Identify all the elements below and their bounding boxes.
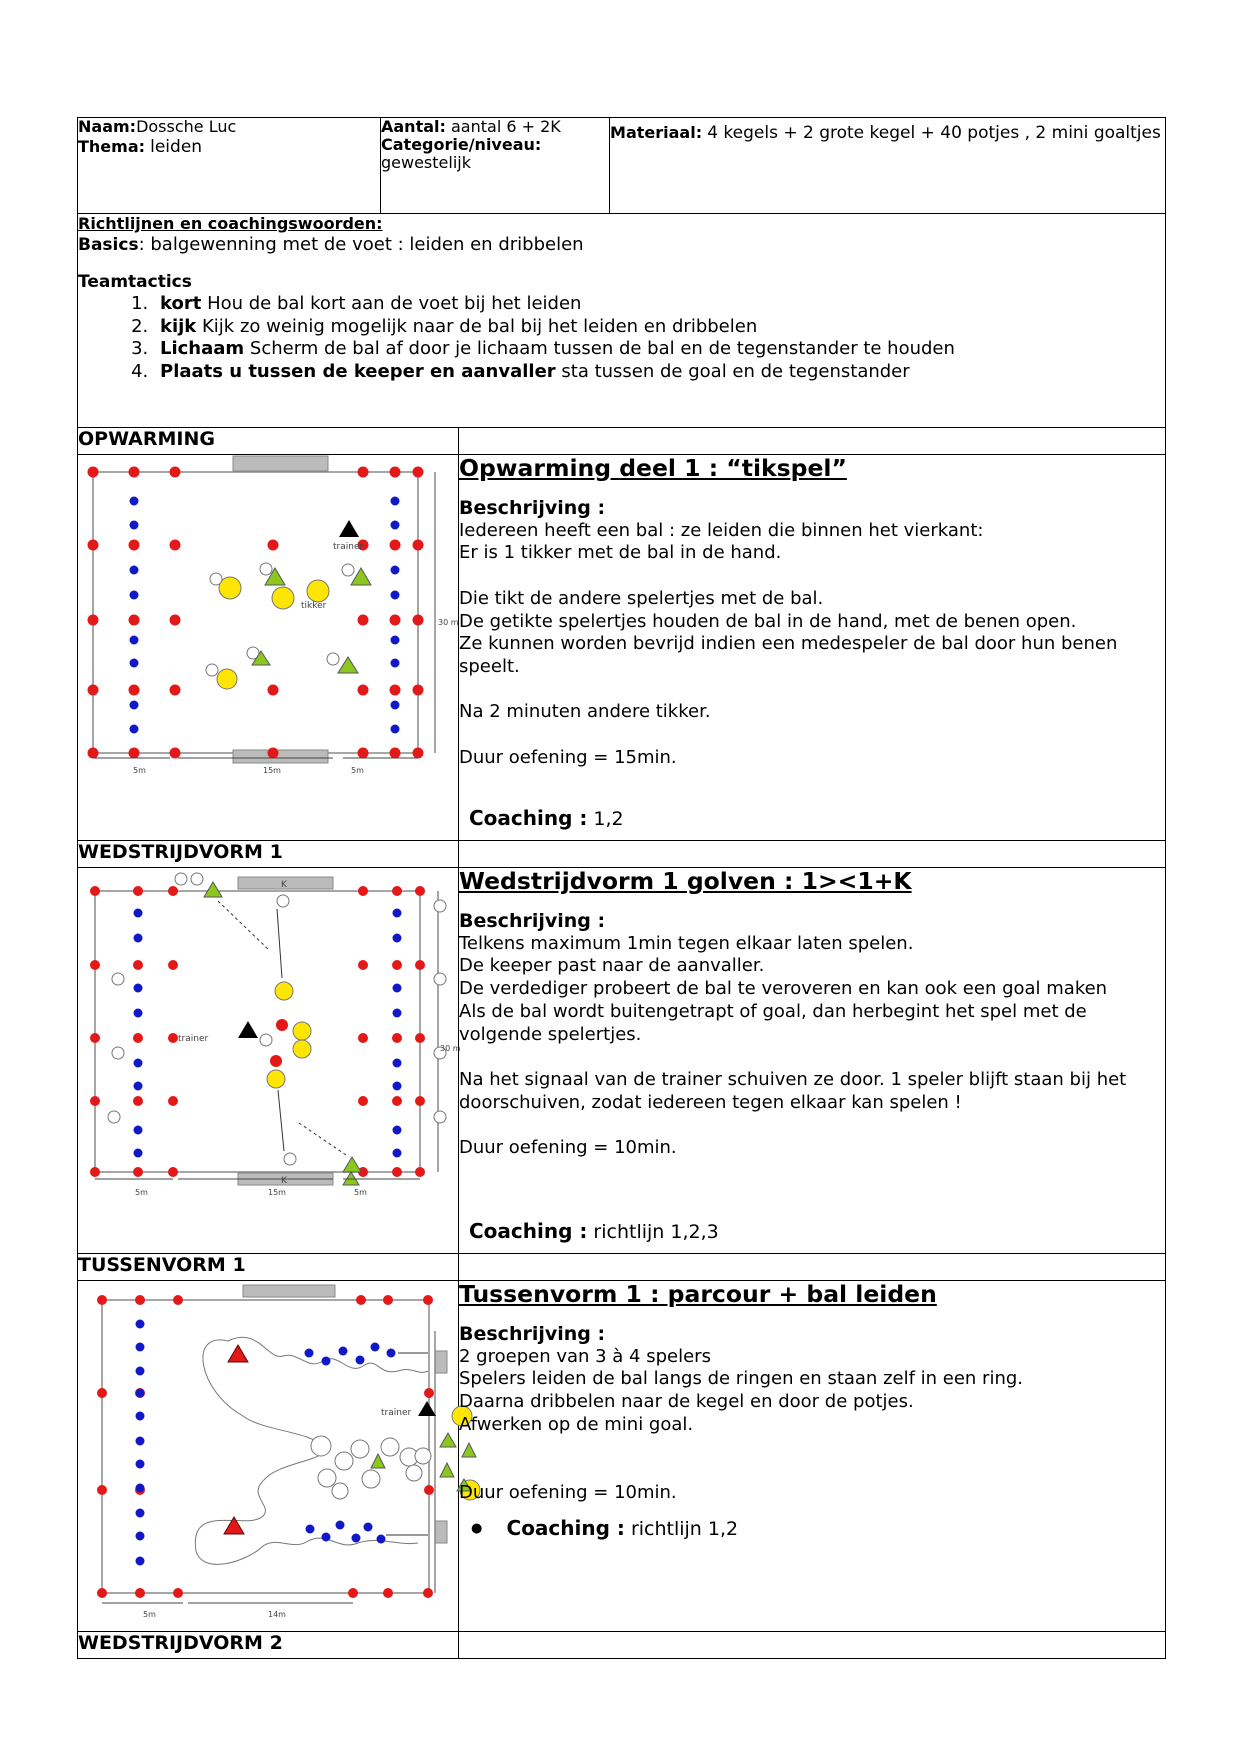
marker-blue: [391, 659, 400, 668]
marker-red: [423, 1295, 433, 1305]
lesson-table: [77, 117, 1166, 1659]
dim-5m: 5m: [351, 766, 364, 775]
dim-15m: 15m: [268, 1188, 286, 1197]
marker-red: [358, 886, 368, 896]
marker-red: [168, 960, 178, 970]
guidelines-row: [78, 214, 1166, 428]
material-label: Materiaal:: [610, 123, 703, 142]
marker-red: [90, 960, 100, 970]
marker-blue: [391, 497, 400, 506]
marker-red: [413, 540, 424, 551]
marker-blue: [136, 1532, 145, 1541]
marker-red: [415, 960, 425, 970]
header-name-cell: [78, 118, 381, 214]
marker-blue: [130, 701, 139, 710]
tikker-label: tikker: [301, 601, 327, 611]
marker-red: [415, 1167, 425, 1177]
teamtactics-list: [78, 293, 1165, 383]
list-item: 2. kijk Kijk zo weinig mogelijk naar de bal bij het leiden en dribbelen: [154, 316, 1165, 339]
dim-30: 30 m: [438, 618, 459, 627]
marker-blue: [391, 725, 400, 734]
description-line: Na het signaal van de trainer schuiven ze door. 1 speler blijft staan bij het doorschuiven, zodat iedereen tegen elkaar kan spelen !: [459, 1068, 1127, 1113]
marker-red: [170, 540, 181, 551]
list-item: ● Coaching : richtlijn 1,2: [471, 1515, 739, 1540]
marker-red: [413, 748, 424, 759]
marker-red: [133, 1033, 143, 1043]
section-title: Opwarming deel 1 : “tikspel”: [459, 454, 847, 482]
marker-red: [168, 1167, 178, 1177]
marker-red: [170, 615, 181, 626]
marker-red: [392, 1096, 402, 1106]
description-line: Duur oefening = 10min.: [459, 1481, 677, 1503]
marker-blue: [393, 909, 402, 918]
section-label-wedstrijdvorm1: WEDSTRIJDVORM 1: [78, 841, 459, 868]
count-value: aantal 6 + 2K: [451, 117, 561, 136]
marker-red: [173, 1588, 183, 1598]
category-value: gewestelijk: [381, 153, 471, 172]
marker-blue: [134, 1126, 143, 1135]
keeper-label: K: [281, 1176, 287, 1186]
list-item: 1. kort Hou de bal kort aan de voet bij het leiden: [154, 293, 1165, 316]
marker-red: [413, 615, 424, 626]
marker-red: [383, 1295, 393, 1305]
marker-red: [133, 1167, 143, 1177]
diagram-opwarming: [78, 455, 498, 840]
cone-red: [224, 1517, 244, 1534]
player-yellow: [307, 580, 329, 602]
list-item: 4. Plaats u tussen de keeper en aanvaller sta tussen de goal en de tegenstander: [154, 361, 1165, 384]
description-cell: [459, 868, 1166, 1254]
section-label-wedstrijdvorm2: WEDSTRIJDVORM 2: [78, 1632, 459, 1659]
marker-red: [97, 1388, 107, 1398]
marker-red: [88, 467, 99, 478]
coaching-list: [459, 1517, 1165, 1541]
marker-red: [390, 685, 401, 696]
marker-red: [90, 1033, 100, 1043]
marker-blue: [130, 725, 139, 734]
coaching-line: Coaching : richtlijn 1,2,3: [469, 1219, 719, 1243]
guidelines-cell: [78, 214, 1166, 428]
marker-red: [356, 1295, 366, 1305]
marker-blue: [130, 591, 139, 600]
marker-red: [170, 685, 181, 696]
marker-blue: [134, 1009, 143, 1018]
description-cell: [459, 1281, 1166, 1632]
marker-red: [390, 615, 401, 626]
marker-blue: [136, 1412, 145, 1421]
dim-5m: 5m: [133, 766, 146, 775]
marker-red: [358, 748, 369, 759]
marker-red: [392, 960, 402, 970]
trainer-label: trainer: [381, 1408, 412, 1418]
marker-blue: [130, 566, 139, 575]
description-line: 2 groepen van 3 à 4 spelers: [459, 1345, 711, 1367]
description-line: Die tikt de andere spelertjes met de bal.: [459, 587, 824, 609]
description-line: Ze kunnen worden bevrijd indien een medespeler de bal door hun benen speelt.: [459, 633, 1118, 677]
description-line: [459, 1459, 1165, 1482]
description-label: Beschrijving :: [459, 497, 606, 519]
marker-red: [90, 886, 100, 896]
marker-red: [88, 615, 99, 626]
mini-goal: [435, 1521, 447, 1543]
marker-red: [390, 748, 401, 759]
theme-label: Thema:: [78, 137, 146, 156]
marker-red: [133, 886, 143, 896]
marker-red: [268, 685, 279, 696]
trainer-marker: [238, 1021, 258, 1038]
description-line: Afwerken op de mini goal.: [459, 1413, 694, 1435]
marker-red: [413, 685, 424, 696]
marker-red: [135, 1295, 145, 1305]
marker-red: [413, 467, 424, 478]
player-yellow: [217, 669, 237, 689]
teamtactics-label: Teamtactics: [78, 271, 192, 292]
description-line: Er is 1 tikker met de bal in de hand.: [459, 542, 782, 564]
marker-red: [424, 1388, 434, 1398]
marker-blue: [391, 701, 400, 710]
marker-blue: [393, 934, 402, 943]
diagram-cell: [78, 868, 459, 1254]
header-row: [78, 118, 1166, 214]
marker-red: [358, 685, 369, 696]
description-line: Duur oefening = 10min.: [459, 1137, 677, 1158]
marker-blue: [130, 659, 139, 668]
description-cell: [459, 455, 1166, 841]
marker-blue: [134, 1149, 143, 1158]
diagram-wedstrijdvorm1: [78, 868, 498, 1253]
marker-red: [415, 1096, 425, 1106]
description-line: Als de bal wordt buitengetrapt of goal, dan herbegint het spel met de volgende spelertjes.: [459, 1000, 1087, 1045]
trainer-label: trainer: [333, 542, 364, 552]
description-line: Iedereen heeft een bal : ze leiden die binnen het vierkant:: [459, 519, 984, 541]
material-value: 4 kegels + 2 grote kegel + 40 potjes , 2 mini goaltjes: [707, 123, 1161, 143]
marker-red: [90, 1167, 100, 1177]
marker-blue: [393, 984, 402, 993]
section-label-row: [78, 1632, 1166, 1659]
dim-5m: 5m: [354, 1188, 367, 1197]
description-text: [459, 933, 1165, 1160]
section-title: Wedstrijdvorm 1 golven : 1><1+K: [459, 867, 912, 895]
marker-red: [358, 467, 369, 478]
marker-red: [168, 886, 178, 896]
marker-red: [358, 1096, 368, 1106]
marker-blue: [391, 636, 400, 645]
marker-red: [424, 1485, 434, 1495]
marker-red: [415, 1033, 425, 1043]
section-label-row: [78, 841, 1166, 868]
marker-red: [358, 960, 368, 970]
description-label: Beschrijving :: [459, 1323, 606, 1345]
marker-blue: [130, 636, 139, 645]
marker-blue: [136, 1437, 145, 1446]
name-label: Naam:: [78, 117, 137, 136]
section-content-row: [78, 868, 1166, 1254]
diagram-cell: [78, 455, 459, 841]
marker-red: [170, 467, 181, 478]
description-line: Spelers leiden de bal langs de ringen en staan zelf in een ring.: [459, 1368, 1024, 1390]
coaching-line: Coaching : 1,2: [469, 806, 624, 830]
trainer-marker: [418, 1401, 436, 1416]
marker-blue: [136, 1389, 145, 1398]
header-count-cell: [381, 118, 610, 214]
section-label-opwarming: OPWARMING: [78, 428, 459, 455]
dim-5m: 5m: [135, 1188, 148, 1197]
marker-red: [168, 1096, 178, 1106]
dim-15m: 15m: [263, 766, 281, 775]
keeper-label: K: [281, 880, 287, 890]
marker-blue: [130, 521, 139, 530]
dim-14m: 14m: [268, 1610, 286, 1619]
diagram-cell: [78, 1281, 459, 1632]
cone-red: [228, 1345, 248, 1362]
marker-blue: [136, 1460, 145, 1469]
header-material-cell: [610, 118, 1166, 214]
marker-blue: [393, 1126, 402, 1135]
marker-red: [97, 1295, 107, 1305]
marker-blue: [136, 1367, 145, 1376]
marker-red: [358, 1033, 368, 1043]
section-content-row: [78, 1281, 1166, 1632]
description-line: [459, 679, 1165, 702]
section-label-tussenvorm1: TUSSENVORM 1: [78, 1254, 459, 1281]
trainer-label: trainer: [178, 1034, 209, 1044]
marker-red: [88, 685, 99, 696]
marker-blue: [391, 566, 400, 575]
marker-blue: [134, 984, 143, 993]
description-line: Telkens maximum 1min tegen elkaar laten spelen.: [459, 932, 914, 954]
marker-red: [90, 1096, 100, 1106]
marker-blue: [136, 1343, 145, 1352]
description-line: [459, 1046, 1165, 1069]
description-label: Beschrijving :: [459, 910, 606, 932]
mini-goal: [435, 1351, 447, 1373]
dim-5m: 5m: [143, 1610, 156, 1619]
marker-red: [88, 748, 99, 759]
description-line: De getikte spelertjes houden de bal in de hand, met de benen open.: [459, 610, 1077, 632]
marker-red: [390, 540, 401, 551]
marker-blue: [136, 1484, 145, 1493]
section-content-row: [78, 455, 1166, 841]
marker-red: [97, 1485, 107, 1495]
goal-bottom: [233, 750, 328, 763]
category-label: Categorie/niveau:: [381, 135, 542, 154]
goal-top: [243, 1285, 335, 1297]
marker-blue: [393, 1009, 402, 1018]
description-line: [459, 1437, 1165, 1460]
marker-red: [392, 886, 402, 896]
dim-30: 30 m: [440, 1044, 461, 1053]
diagram-tussenvorm1: [78, 1281, 498, 1631]
marker-blue: [136, 1320, 145, 1329]
section-title: Tussenvorm 1 : parcour + bal leiden: [459, 1280, 937, 1308]
description-line: [459, 1114, 1165, 1137]
marker-red: [358, 615, 369, 626]
description-line: De keeper past naar de aanvaller.: [459, 955, 765, 977]
marker-blue: [393, 1149, 402, 1158]
marker-red: [392, 1167, 402, 1177]
marker-blue: [136, 1557, 145, 1566]
marker-red: [268, 540, 279, 551]
marker-red: [129, 467, 140, 478]
marker-red: [135, 1588, 145, 1598]
basics-label: Basics: [78, 235, 139, 255]
marker-red: [129, 540, 140, 551]
name-value: Dossche Luc: [136, 117, 237, 136]
description-text: [459, 1346, 1165, 1505]
marker-red: [173, 1295, 183, 1305]
marker-red: [88, 540, 99, 551]
section-label-row: [78, 1254, 1166, 1281]
count-label: Aantal:: [381, 117, 446, 136]
marker-blue: [393, 1082, 402, 1091]
marker-red: [129, 748, 140, 759]
marker-blue: [134, 1082, 143, 1091]
section-label-row: [78, 428, 1166, 455]
theme-value: leiden: [150, 137, 203, 157]
marker-red: [268, 748, 279, 759]
marker-red: [168, 1033, 178, 1043]
player-yellow: [272, 587, 294, 609]
description-line: Duur oefening = 15min.: [459, 746, 677, 768]
lesson-sheet: [77, 117, 1165, 1659]
marker-red: [133, 960, 143, 970]
marker-red: [133, 1096, 143, 1106]
marker-blue: [391, 521, 400, 530]
basics-text: : balgewenning met de voet : leiden en dribbelen: [138, 234, 584, 255]
marker-red: [423, 1588, 433, 1598]
marker-red: [129, 685, 140, 696]
trainer-marker: [339, 520, 359, 537]
marker-red: [97, 1588, 107, 1598]
marker-red: [415, 886, 425, 896]
marker-red: [383, 1588, 393, 1598]
marker-blue: [391, 591, 400, 600]
marker-red: [129, 615, 140, 626]
marker-blue: [136, 1509, 145, 1518]
list-item: 3. Lichaam Scherm de bal af door je lichaam tussen de bal en de tegenstander te houden: [154, 338, 1165, 361]
description-line: [459, 565, 1165, 588]
description-text: [459, 520, 1165, 770]
marker-red: [348, 1588, 358, 1598]
description-line: [459, 724, 1165, 747]
marker-blue: [134, 1059, 143, 1068]
description-line: Na 2 minuten andere tikker.: [459, 701, 711, 723]
marker-blue: [393, 1059, 402, 1068]
marker-red: [390, 467, 401, 478]
marker-blue: [134, 909, 143, 918]
marker-blue: [130, 497, 139, 506]
marker-red: [170, 748, 181, 759]
goal-top: [233, 456, 328, 471]
guidelines-title: Richtlijnen en coachingswoorden:: [78, 214, 383, 233]
description-line: De verdediger probeert de bal te veroveren en kan ook een goal maken: [459, 978, 1108, 1000]
marker-blue: [134, 934, 143, 943]
marker-red: [392, 1033, 402, 1043]
description-line: Daarna dribbelen naar de kegel en door de potjes.: [459, 1391, 914, 1413]
